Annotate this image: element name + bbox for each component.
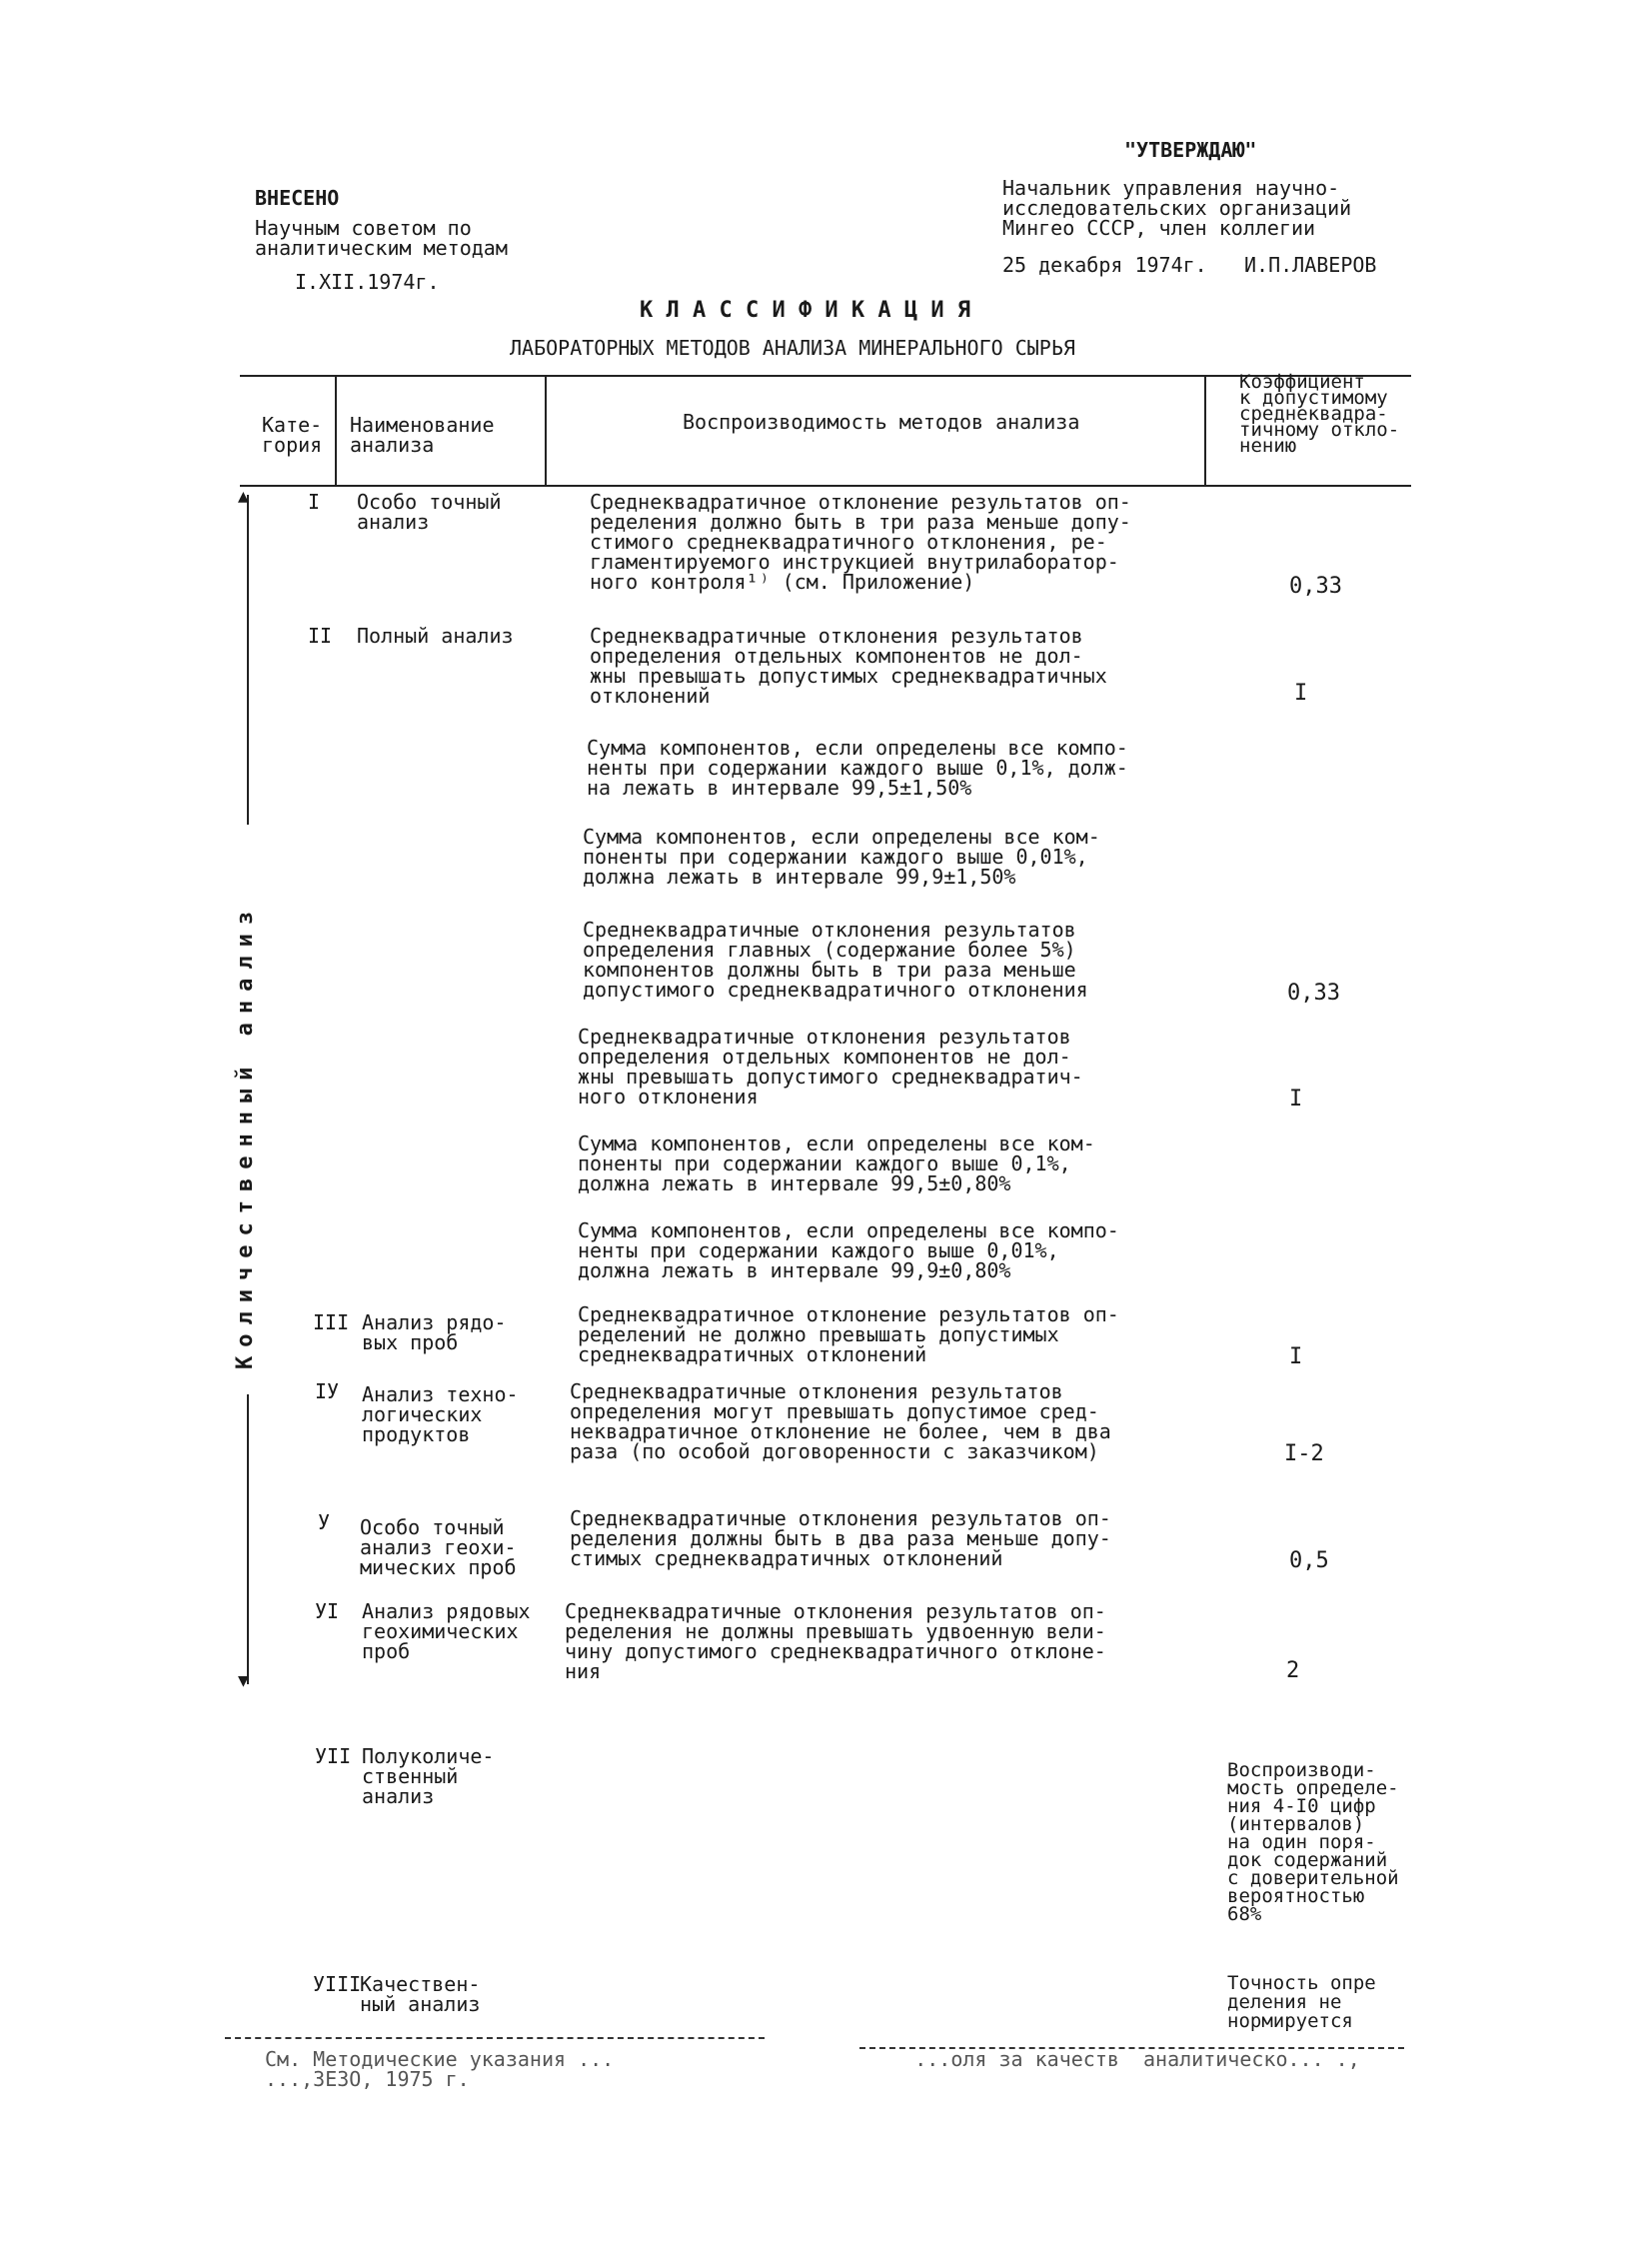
- header-category: Кате- гория: [262, 413, 323, 457]
- approved-line-1: Начальник управления научно-: [1002, 176, 1340, 200]
- footnote-rule-left: [225, 2037, 765, 2039]
- row-6-coef: I: [1289, 1087, 1303, 1112]
- table-top-rule: [240, 375, 1411, 377]
- approved-name: И.П.ЛАВЕРОВ: [1244, 253, 1377, 277]
- row-13-coef: Воспроизводи- мость определе- ния 4-I0 цифр (интервалов) на один поря- док содержаний с доверительной вероятностью 68%: [1227, 1759, 1399, 1925]
- row-11-desc: Среднеквадратичные отклонения результатов оп- ределения должны быть в два раза меньше допу- стимых среднеквадратичных отклонений: [570, 1506, 1111, 1570]
- side-arrow-bottom-line: [247, 1394, 249, 1684]
- row-9-desc: Среднеквадратичное отклонение результатов оп- ределений не должно превышать допустимых среднеквадратичных отклонений: [578, 1302, 1119, 1366]
- row-1-desc: Среднеквадратичное отклонение результатов оп- ределения должно быть в три раза меньше допу- стимого среднеквадратичного отклонения, ре- гламентируемого инструкцией внутрилаборатор- ного контроля¹⁾ (см. Приложение): [590, 490, 1131, 594]
- row-10-coef: I-2: [1284, 1441, 1324, 1466]
- arrow-down-icon: ▼: [238, 1670, 249, 1691]
- row-2-category: II: [308, 624, 333, 648]
- row-12-desc: Среднеквадратичные отклонения результатов оп- ределения не должны превышать удвоенную вели- чину допустимого среднеквадратичного отклоне- ния: [565, 1599, 1106, 1683]
- submitted-line-1: Научным советом по: [255, 216, 472, 240]
- footnote: См. Методические указания ... ...оля за качеств аналитическо... ., ...,ЗЕЗО, 1975 г.: [265, 2047, 1360, 2091]
- submitted-title: ВНЕСЕНО: [255, 186, 340, 210]
- row-10-category: IУ: [315, 1379, 340, 1403]
- approved-title: "УТВЕРЖДАЮ": [1124, 138, 1257, 162]
- doc-title: К Л А С С И Ф И К А Ц И Я: [640, 298, 971, 323]
- submitted-line-2: аналитическим методам: [255, 236, 508, 260]
- row-5-coef: 0,33: [1287, 981, 1340, 1006]
- side-arrow-top-line: [247, 495, 249, 825]
- row-8-desc: Сумма компонентов, если определены все компо- ненты при содержании каждого выше 0,01%, должна лежать в интервале 99,9±0,80%: [578, 1218, 1119, 1282]
- row-7-desc: Сумма компонентов, если определены все ком- поненты при содержании каждого выше 0,1%, должна лежать в интервале 99,5±0,80%: [578, 1131, 1095, 1195]
- doc-subtitle: ЛАБОРАТОРНЫХ МЕТОДОВ АНАЛИЗА МИНЕРАЛЬНОГО СЫРЬЯ: [510, 336, 1075, 360]
- row-14-name: Качествен- ный анализ: [360, 1972, 481, 2016]
- row-3-desc: Сумма компонентов, если определены все компо- ненты при содержании каждого выше 0,1%, долж- на лежать в интервале 99,5±1,50%: [587, 736, 1128, 800]
- approved-line-2: исследовательских организаций: [1002, 196, 1352, 220]
- arrow-up-icon: ▲: [238, 486, 249, 507]
- row-11-coef: 0,5: [1289, 1548, 1329, 1573]
- header-reproducibility: Воспроизводимость методов анализа: [683, 410, 1080, 434]
- row-13-name: Полуколиче- ственный анализ: [362, 1744, 495, 1808]
- row-11-category: У: [318, 1510, 331, 1534]
- header-name: Наименование анализа: [350, 413, 495, 457]
- table-header-rule: [240, 485, 1411, 487]
- row-14-coef: Точность опре деления не нормируется: [1227, 1972, 1376, 2032]
- header-coefficient: Коэффициент к допустимому среднеквадра- тичному откло- нению: [1239, 371, 1400, 457]
- col-divider-3: [1204, 375, 1206, 485]
- row-10-name: Анализ техно- логических продуктов: [362, 1382, 519, 1446]
- col-divider-2: [545, 375, 547, 485]
- col-divider-1: [335, 375, 337, 485]
- row-9-coef: I: [1289, 1344, 1303, 1369]
- row-1-coef: 0,33: [1289, 574, 1342, 599]
- row-9-name: Анализ рядо- вых проб: [362, 1310, 507, 1354]
- row-14-category: УIII: [313, 1972, 362, 1996]
- side-label: Количественный анализ: [233, 902, 258, 1369]
- row-12-name: Анализ рядовых геохимических проб: [362, 1599, 531, 1663]
- row-2-name: Полный анализ: [357, 624, 514, 648]
- row-10-desc: Среднеквадратичные отклонения результатов определения могут превышать допустимое сред- неквадратичное отклонение не более, чем в два раза (по особой договоренности с заказчиком): [570, 1379, 1111, 1463]
- row-13-category: УII: [315, 1744, 352, 1768]
- approved-date: 25 декабря 1974г.: [1002, 253, 1207, 277]
- row-6-desc: Среднеквадратичные отклонения результатов определения отдельных компонентов не дол- жны превышать допустимого среднеквадратич- ного отклонения: [578, 1025, 1083, 1109]
- row-12-coef: 2: [1286, 1658, 1300, 1683]
- row-11-name: Особо точный анализ геохи- мических проб: [360, 1515, 517, 1579]
- submitted-date: I.XII.1974г.: [295, 270, 440, 294]
- row-2-coef: I: [1294, 681, 1308, 706]
- row-2-desc: Среднеквадратичные отклонения результатов определения отдельных компонентов не дол- жны превышать допустимых среднеквадратичных отклонений: [590, 624, 1107, 708]
- row-5-desc: Среднеквадратичные отклонения результатов определения главных (содержание более 5%) компонентов должны быть в три раза меньше допустимого среднеквадратичного отклонения: [583, 918, 1088, 1002]
- row-1-category: I: [308, 490, 321, 514]
- row-1-name: Особо точный анализ: [357, 490, 502, 534]
- row-9-category: III: [313, 1310, 350, 1334]
- approved-line-3: Мингео СССР, член коллегии: [1002, 216, 1316, 240]
- row-4-desc: Сумма компонентов, если определены все ком- поненты при содержании каждого выше 0,01%, должна лежать в интервале 99,9±1,50%: [583, 825, 1100, 889]
- row-12-category: УI: [315, 1599, 340, 1623]
